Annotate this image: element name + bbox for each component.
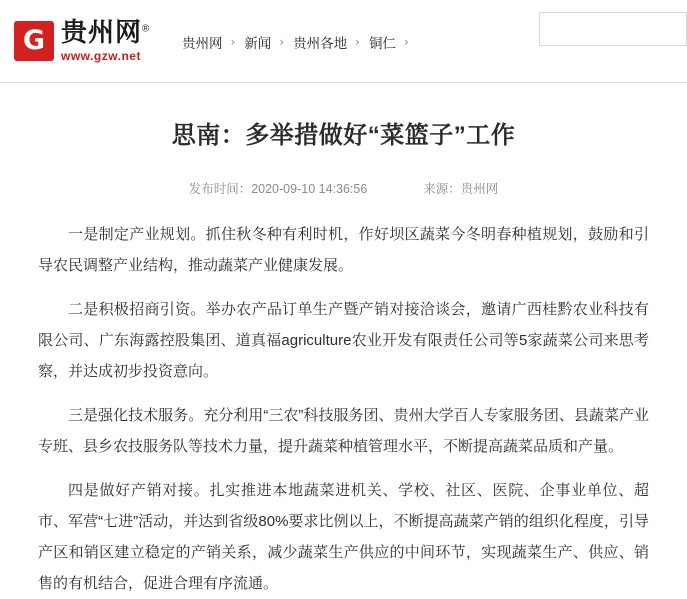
site-logo[interactable] [0,19,182,62]
breadcrumb [182,32,418,52]
chevron-right-icon-2: › [355,35,360,49]
page-title: 思南：多举措做好“菜篮子”工作 [171,122,516,149]
breadcrumb-item-3[interactable]: 铜仁 [368,36,396,51]
breadcrumb-item-0[interactable]: 贵州网 [182,36,223,51]
logo-title [61,19,150,46]
logo-glyph: G [22,24,46,56]
logo-icon [14,21,54,61]
article-paragraph: 二是积极招商引资。举办农产品订单生产暨产销对接洽谈会，邀请广西桂黔农业科技有限公司、广东海露控股集团、道真福agriculture农业开发有限责任公司等5家蔬菜公司来思考察，并达成初步投资意向。 [38,300,649,380]
article-source: 来源：贵州网 [423,181,499,196]
article-paragraph: 三是强化技术服务。充分利用“三农”科技服务团、贵州大学百人专家服务团、县蔬菜产业专班、县乡农技服务队等技术力量，提升蔬菜种植管理水平，不断提高蔬菜品质和产量。 [38,406,649,455]
logo-text [61,19,150,62]
chevron-right-icon-3: › [403,35,409,49]
search-box[interactable] [539,12,687,46]
article-paragraph: 一是制定产业规划。抓住秋冬种有利时机，作好坝区蔬菜今冬明春种植规划，鼓励和引导农民调整产业结构，推动蔬菜产业健康发展。 [38,225,649,274]
logo-domain: www.gzw.net [61,48,141,63]
article-meta [38,179,649,197]
chevron-right-icon-1: › [279,35,285,49]
chevron-right-icon-0: › [230,35,236,49]
breadcrumb-item-1[interactable]: 新闻 [244,36,272,51]
site-header [0,0,687,83]
article-paragraph: 四是做好产销对接。扎实推进本地蔬菜进机关、学校、社区、医院、企事业单位、超市、军营“七进”活动，并达到省级80%要求比例以上，不断提高蔬菜产销的组织化程度，引导产区和销区建立稳定的产销关系，减少蔬菜生产供应的中间环节，实现蔬菜生产、供应、销售的有机结合，促进合理有序流通。 [38,481,649,592]
logo-title-text: 贵州网 [61,17,143,48]
publish-time: 发布时间：2020-09-10 14:36:56 [188,181,368,196]
article-body [38,219,649,599]
article [0,119,687,599]
breadcrumb-item-2[interactable]: 贵州各地 [293,36,348,51]
registered-mark-icon: ® [142,23,151,35]
search-input[interactable] [539,12,687,46]
